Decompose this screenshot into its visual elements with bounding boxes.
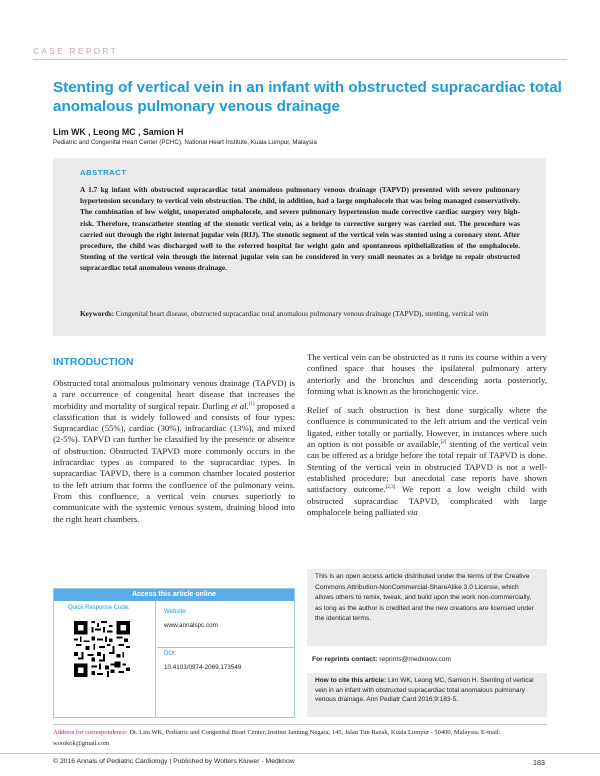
- citation-ref[interactable]: [2]: [440, 440, 447, 446]
- intro-paragraph-2: The vertical vein can be obstructed as it runs its course within a very confined space that houses the ipsilateral pulmonary artery anteriorly and the bronchus and descending aorta posteriorly, forming what is known as the bronchogenic vice.: [307, 352, 547, 396]
- website-label: Website:: [164, 609, 188, 615]
- reprints-contact: [312, 656, 451, 663]
- article-title: Stenting of vertical vein in an infant with obstructed supracardiac total anomalous pulmonary venous drainage: [53, 79, 562, 115]
- reprints-email[interactable]: reprints@medknow.com: [379, 656, 452, 663]
- abstract-heading: ABSTRACT: [80, 168, 127, 177]
- intro-paragraph-3: [307, 405, 547, 518]
- license-box: This is an open access article distributed under the terms of the Creative Commons Attribution-NonCommercial-ShareAlike 3.0 License, which allows others to remix, tweak, and build upon the work non-commercially, as long as the author is credited and the new creations are licensed under the identical terms.: [307, 569, 547, 646]
- keywords-text: Congenital heart disease, obstructed supracardiac total anomalous pulmonary venous drainage (TAPVD), stenting, vertical vein: [115, 309, 489, 318]
- citation-ref[interactable]: [1]: [248, 401, 255, 407]
- introduction-column-left: [53, 378, 295, 533]
- access-online-heading: Access this article online: [54, 589, 294, 601]
- introduction-column-right: [307, 352, 547, 526]
- intro-paragraph-1: [53, 378, 295, 525]
- correspondence-text: Dr. Lim WK, Pediatric and Congenital Heart Center, Institut Jantung Negara, 145, Jalan Tun Razak, Kuala Lumpur - 50400, Malaysia. E-mail: wooikok@gmail.com: [53, 729, 501, 747]
- intro-p1-text-a: Obstructed total anomalous pulmonary venous drainage (TAPVD) is a rare occurrence of congenital heart disease that increases the morbidity and mortality of surgical repair. Darling: [53, 378, 295, 411]
- keywords-label: Keywords:: [80, 309, 115, 318]
- intro-p3-text-a: Relief of such obstruction is best done surgically where the confluence is communicated to the left atrium and the vertical vein ligated, either totally or partially. However, in instances where such an option is not possible or available,: [307, 405, 547, 450]
- intro-p1-etal: et al.: [231, 400, 249, 411]
- header-divider: [33, 59, 567, 60]
- citation-text: Lim WK, Leong MC, Samion H. Stenting of vertical vein in an infant with obstructed supracardiac total anomalous pulmonary venous drainage. Ann Pediatr Card 2016;9:183-5.: [315, 677, 534, 704]
- intro-p3-text-c: We report a low weight child with obstructed supracardiac TAPVD, complicated with large omphalocele being palliated: [307, 484, 547, 517]
- access-divider: [157, 647, 294, 648]
- copyright: © 2016 Annals of Pediatric Cardiology | Published by Wolters Kluwer - Medknow: [53, 758, 295, 765]
- section-label: CASE REPORT: [33, 46, 118, 56]
- intro-p1-text-b: proposed a classification that is widely followed and consists of four types: Supracardiac (55%), cardiac (30%), infracardiac (13%), and mixed (2-5%). TAPVD can further be classified by the presence or absence of obstruction. Obstructed TAPVD more commonly occurs in the infracardiac types as compared to the supracardiac types. In supracardiac TAPVD, there is a common chamber located posterior to the left atrium that forms the confluence of the pulmonary veins. From this confluence, a vertical vein courses superiorly to communicate with the systemic venous system, draining blood into the right heart chambers.: [53, 400, 295, 524]
- intro-p3-via: via: [407, 506, 418, 517]
- reprints-label: For reprints contact:: [312, 656, 378, 663]
- correspondence: [53, 727, 547, 749]
- page-number: 183: [533, 758, 545, 767]
- access-online-box: [53, 588, 295, 718]
- citation-ref[interactable]: [2,3]: [385, 485, 396, 491]
- introduction-heading: INTRODUCTION: [53, 356, 134, 368]
- article-affiliation: Pediatric and Congenital Heart Center (PCHC), National Heart Institute, Kuala Lumpur, Malaysia: [53, 139, 317, 146]
- qr-cell: [54, 601, 156, 718]
- citation-label: How to cite this article:: [315, 677, 387, 684]
- citation-box: [307, 673, 547, 717]
- qr-label: Quick Response Code:: [68, 605, 130, 611]
- intro-p3-text-b: stenting of the vertical vein can be offered as a bridge before the total repair of TAPVD is done. Stenting of the vertical vein in obstructed TAPVD is not a well-established procedure; but anecdotal case reports have shown satisfactory outcome.: [307, 439, 547, 495]
- keywords: [80, 309, 520, 320]
- bottom-divider: [0, 753, 600, 754]
- doi-label: DOI:: [164, 651, 177, 657]
- abstract-text: A 1.7 kg infant with obstructed supracardiac total anomalous pulmonary venous drainage (TAPVD) presented with severe pulmonary hypertension secondary to vertical vein obstruction. The child, in addition, had a large omphalocele that was being managed conservatively. The combination of low weight, unoperated omphalocele, and severe pulmonary hypertension made corrective cardiac surgery very high-risk. Therefore, transcatheter stenting of the stenotic vertical vein, as a bridge to corrective surgery was carried out. The procedure was carried out through the right internal jugular vein (RIJ). The stenotic segment of the vertical vein was stented using a coronary stent. After procedure, the child was discharged well to the referred hospital for weight gain and spontaneous epithelialization of the omphalocele. Stenting of the vertical vein through the internal jugular vein can be considered in very small neonates as a bridge to repair obstructed supracardiac total anomalous venous drainage.: [80, 185, 520, 273]
- doi-link[interactable]: 10.4103/0974-2069.173549: [164, 664, 242, 671]
- correspondence-label: Address for correspondence:: [53, 729, 128, 736]
- qr-code-icon[interactable]: [74, 621, 130, 677]
- footer-divider: [53, 724, 547, 725]
- article-authors: Lim WK , Leong MC , Samion H: [53, 127, 184, 137]
- website-link[interactable]: www.annalspc.com: [164, 622, 218, 629]
